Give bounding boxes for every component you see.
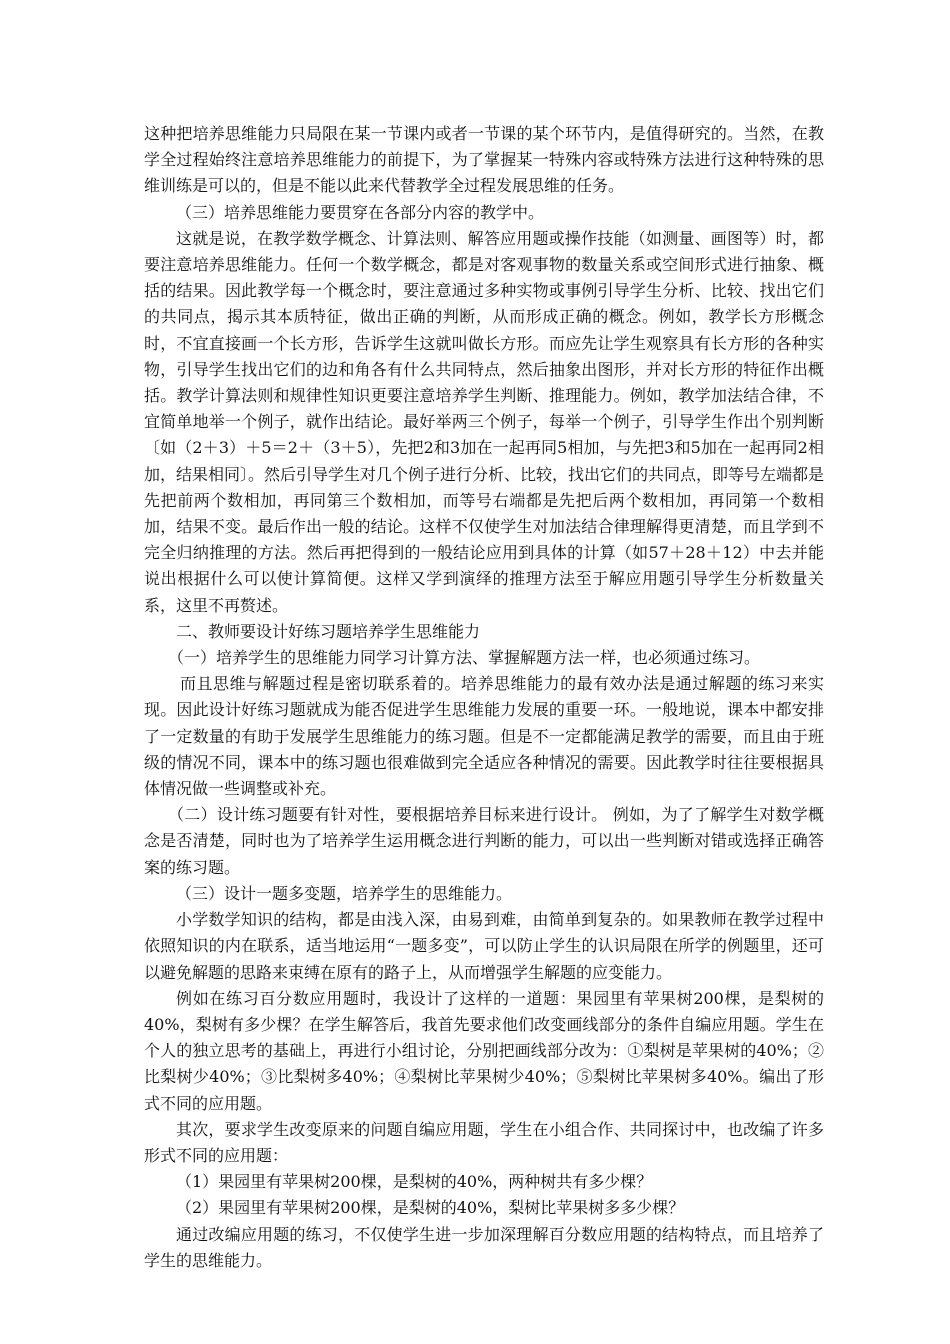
list-item: （2）果园里有苹果树200棵，是梨树的40%，梨树比苹果树多多少棵？ (176, 1198, 685, 1218)
paragraph: 例如在练习百分数应用题时，我设计了这样的一道题：果园里有苹果树200棵，是梨树的40%，梨树有多少棵？在学生解答后，我首先要求他们改变画线部分的条件自编应用题。学生在个人的独立思考的基础上，再进行小组讨论，分别把画线部分改为：①梨树是苹果树的40%；②比梨树少40%；③比梨树多40%；④梨树比苹果树少40%；⑤梨树比苹果树多40%。编出了形式不同的应用题。 (144, 988, 824, 1113)
paragraph: 这种把培养思维能力只局限在某一节课内或者一节课的某个环节内，是值得研究的。当然，在教学全过程始终注意培养思维能力的前提下，为了掌握某一特殊内容或特殊方法进行这种特殊的思维训练是可以的，但是不能以此来代替教学全过程发展思维的任务。 (144, 124, 824, 196)
section-heading: （一）培养学生的思维能力同学习计算方法、掌握解题方法一样，也必须通过练习。 (168, 648, 761, 668)
section-heading: （三）培养思维能力要贯穿在各部分内容的教学中。 (176, 202, 545, 222)
paragraph: （二）设计练习题要有针对性，要根据培养目标来进行设计。 例如，为了了解学生对数学概念是否清楚，同时也为了培养学生运用概念进行判断的能力，可以出一些判断对错或选择正确答案的练习题。 (144, 805, 824, 877)
document-body (144, 121, 824, 1274)
paragraph: 通过改编应用题的练习，不仅使学生进一步加深理解百分数应用题的结构特点，而且培养了学生的思维能力。 (144, 1224, 824, 1270)
paragraph: 这就是说，在教学数学概念、计算法则、解答应用题或操作技能（如测量、画图等）时，都要注意培养思维能力。任何一个数学概念，都是对客观事物的数量关系或空间形式进行抽象、概括的结果。因此教学每一个概念时，要注意通过多种实物或事例引导学生分析、比较、找出它们的共同点，揭示其本质特征，做出正确的判断，从而形成正确的概念。例如，教学长方形概念时，不宜直接画一个长方形，告诉学生这就叫做长方形。而应先让学生观察具有长方形的各种实物，引导学生找出它们的边和角各有什么共同特点，然后抽象出图形，并对长方形的特征作出概括。教学计算法则和规律性知识更要注意培养学生判断、推理能力。例如，教学加法结合律，不宜简单地举一个例子，就作出结论。最好举两三个例子，每举一个例子，引导学生作出个别判断〔如（2＋3）＋5＝2＋（3＋5），先把2和3加在一起再同5相加，与先把3和5加在一起再同2相加，结果相同〕。然后引导学生对几个例子进行分析、比较，找出它们的共同点，即等号左端都是先把前两个数相加，再同第三个数相加，而等号右端都是先把后两个数相加，再同第一个数相加，结果不变。最后作出一般的结论。这样不仅使学生对加法结合律理解得更清楚，而且学到不完全归纳推理的方法。然后再把得到的一般结论应用到具体的计算（如57＋28＋12）中去并能说出根据什么可以使计算简便。这样又学到演绎的推理方法至于解应用题引导学生分析数量关系，这里不再赘述。 (144, 228, 825, 615)
section-heading: （三）设计一题多变题，培养学生的思维能力。 (176, 883, 513, 903)
list-item: （1）果园里有苹果树200棵，是梨树的40%，两种树共有多少棵？ (176, 1172, 653, 1192)
paragraph: 而且思维与解题过程是密切联系着的。培养思维能力的最有效办法是通过解题的练习来实现。因此设计好练习题就成为能否促进学生思维能力发展的重要一环。一般地说，课本中都安排了一定数量的有助于发展学生思维能力的练习题。但是不一定都能满足教学的需要，而且由于班级的情况不同，课本中的练习题也很难做到完全适应各种情况的需要。因此教学时往往要根据具体情况做一些调整或补充。 (144, 674, 824, 799)
paragraph: 小学数学知识的结构，都是由浅入深，由易到难，由简单到复杂的。如果教师在教学过程中依照知识的内在联系，适当地运用“一题多变”，可以防止学生的认识局限在所学的例题里，还可以避免解题的思路来束缚在原有的路子上，从而增强学生解题的应变能力。 (144, 910, 824, 982)
paragraph: 其次，要求学生改变原来的问题自编应用题，学生在小组合作、共同探讨中，也改编了许多形式不同的应用题： (144, 1119, 824, 1165)
section-heading: 二、教师要设计好练习题培养学生思维能力 (176, 621, 481, 641)
